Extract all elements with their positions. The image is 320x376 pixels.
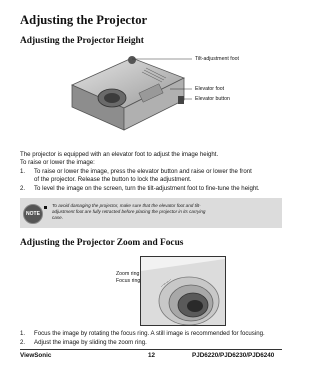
- step-number: 1.: [20, 330, 26, 337]
- focus-ring-label: Focus ring: [116, 278, 141, 284]
- step-text-continued: of the projector. Release the button to lock the adjustment.: [34, 176, 192, 183]
- step-text: To raise or lower the image, press the elevator button and raise or lower the front: [34, 168, 252, 175]
- intro-line-1: The projector is equipped with an elevator foot to adjust the image height.: [20, 151, 219, 158]
- footer-divider: [20, 349, 282, 350]
- elevator-button-label: Elevator button: [195, 96, 230, 102]
- note-box: [20, 198, 282, 228]
- step-text: To level the image on the screen, turn the tilt-adjustment foot to fine-tune the height.: [34, 185, 260, 192]
- tilt-foot-label: Tilt-adjustment foot: [195, 56, 239, 62]
- step-number: 2.: [20, 339, 26, 346]
- footer-brand: ViewSonic: [20, 352, 52, 359]
- note-line: To avoid damaging the projector, make sure that the elevator foot and tilt-: [52, 203, 201, 208]
- elevator-foot-label: Elevator foot: [195, 86, 225, 92]
- section-heading-zoom: Adjusting the Projector Zoom and Focus: [20, 238, 184, 248]
- zoom-ring-label: Zoom ring: [116, 271, 140, 277]
- step-number: 2.: [20, 185, 26, 192]
- step-text: Focus the image by rotating the focus ring. A still image is recommended for focusing.: [34, 330, 265, 337]
- note-line: adjustment foot are fully retracted before placing the projector in its carrying: [52, 209, 206, 214]
- intro-line-2: To raise or lower the image:: [20, 159, 95, 166]
- page-title: Adjusting the Projector: [20, 13, 148, 27]
- step-number: 1.: [20, 168, 26, 175]
- note-bullet: [44, 206, 47, 209]
- note-icon-label: NOTE: [26, 211, 40, 217]
- footer-model: PJD6220/PJD6230/PJD6240: [192, 352, 275, 359]
- note-icon: [23, 204, 43, 224]
- note-text: [52, 203, 278, 221]
- footer-page-number: 12: [148, 352, 156, 359]
- note-line: case.: [52, 215, 63, 220]
- section-heading-height: Adjusting the Projector Height: [20, 36, 144, 46]
- zoom-focus-figure: [140, 256, 226, 326]
- step-text: Adjust the image by sliding the zoom ring.: [34, 339, 147, 346]
